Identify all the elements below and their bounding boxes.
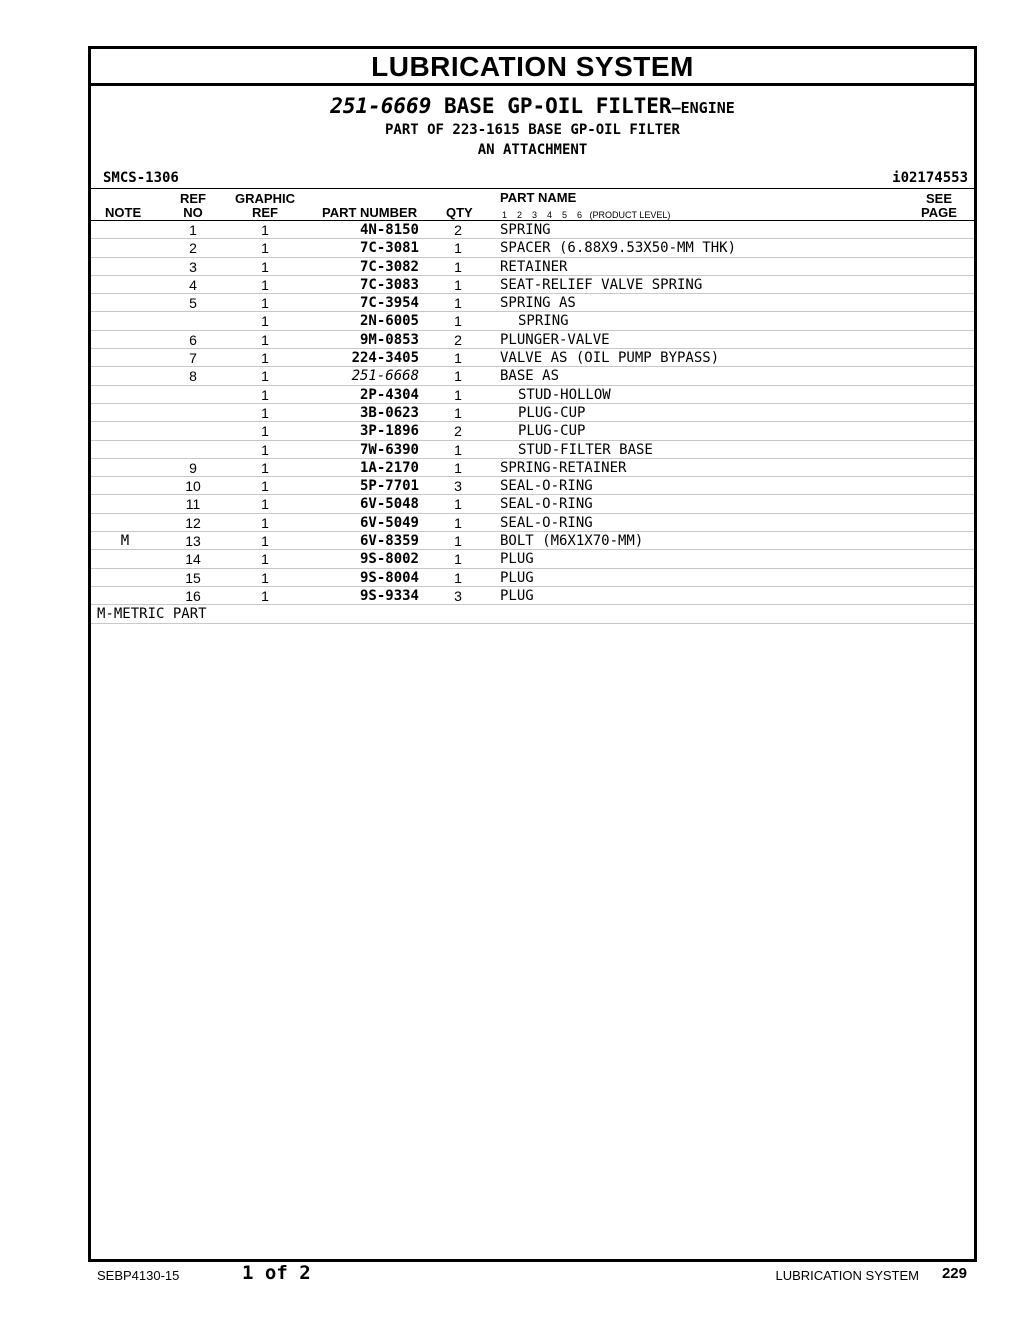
table-header [91, 188, 974, 221]
row-part-number: 7C-3083 [359, 276, 419, 293]
row-qty: 1 [454, 276, 462, 293]
row-ref-no: 11 [185, 496, 201, 513]
row-part-name: PLUG [500, 569, 534, 586]
header-note: NOTE [105, 205, 142, 220]
row-part-number: 1A-2170 [359, 459, 419, 476]
footer-section: LUBRICATION SYSTEM [775, 1268, 919, 1283]
row-part-name: SEAL-O-RING [500, 478, 593, 495]
row-qty: 2 [454, 222, 462, 238]
row-part-number: 4N-8150 [359, 222, 419, 238]
header-graphic-bottom: REF [252, 205, 278, 220]
row-ref-no: 2 [189, 240, 197, 257]
row-part-name: STUD-FILTER BASE [518, 441, 653, 458]
header-see-bottom: PAGE [921, 205, 957, 220]
row-ref-no: 1 [189, 222, 197, 238]
row-qty: 1 [454, 350, 462, 367]
row-graphic-ref: 1 [261, 386, 269, 403]
row-graphic-ref: 1 [261, 569, 269, 586]
row-part-number: 6V-5049 [359, 514, 419, 531]
row-part-number: 224-3405 [351, 350, 419, 367]
table-row [91, 587, 974, 605]
row-qty: 3 [454, 478, 462, 495]
row-part-number: 9S-9334 [359, 587, 419, 604]
row-part-name: PLUNGER-VALVE [500, 331, 610, 348]
row-part-number: 3P-1896 [359, 423, 419, 440]
row-graphic-ref: 1 [261, 295, 269, 312]
page-frame [88, 46, 977, 1262]
row-part-name: SEAL-O-RING [500, 514, 593, 531]
row-ref-no: 13 [185, 533, 201, 550]
row-qty: 1 [454, 240, 462, 257]
row-ref-no: 8 [189, 368, 197, 385]
row-graphic-ref: 1 [261, 459, 269, 476]
table-row [91, 441, 974, 459]
page-number: 229 [941, 1265, 967, 1282]
footnote-row [91, 605, 974, 623]
table-row [91, 258, 974, 276]
table-row [91, 495, 974, 513]
row-part-name: BOLT (M6X1X70-MM) [500, 533, 644, 550]
header-graphic-top: GRAPHIC [235, 191, 295, 206]
group-title [91, 94, 974, 120]
row-graphic-ref: 1 [261, 331, 269, 348]
row-ref-no: 12 [185, 514, 201, 531]
row-graphic-ref: 1 [261, 222, 269, 238]
row-part-number: 9S-8004 [359, 569, 419, 586]
table-row [91, 276, 974, 294]
doc-number: SEBP4130-15 [97, 1268, 180, 1283]
row-qty: 1 [454, 514, 462, 531]
row-ref-no: 5 [189, 295, 197, 312]
table-row [91, 477, 974, 495]
row-part-name: PLUG-CUP [518, 404, 586, 421]
table-row [91, 550, 974, 568]
row-graphic-ref: 1 [261, 404, 269, 421]
row-part-name: SEAT-RELIEF VALVE SPRING [500, 276, 703, 293]
table-row [91, 459, 974, 477]
row-graphic-ref: 1 [261, 496, 269, 513]
table-row [91, 294, 974, 312]
row-qty: 1 [454, 569, 462, 586]
table-row [91, 532, 974, 550]
section-title: LUBRICATION SYSTEM [91, 49, 974, 86]
row-part-number: 6V-5048 [359, 496, 419, 513]
row-part-number: 9M-0853 [359, 331, 419, 348]
row-qty: 1 [454, 533, 462, 550]
row-graphic-ref: 1 [261, 313, 269, 330]
part-of-line: PART OF 223-1615 BASE GP-OIL FILTER [384, 122, 680, 138]
header-see-top: SEE [925, 191, 952, 206]
row-part-name: SPRING [500, 222, 551, 238]
header-qty: QTY [446, 205, 473, 220]
row-graphic-ref: 1 [261, 551, 269, 568]
row-qty: 1 [454, 404, 462, 421]
row-qty: 2 [454, 423, 462, 440]
row-graphic-ref: 1 [261, 258, 269, 275]
row-graphic-ref: 1 [261, 533, 269, 550]
row-qty: 3 [454, 587, 462, 604]
illustration-id: i02174553 [892, 170, 968, 186]
row-graphic-ref: 1 [261, 423, 269, 440]
row-ref-no: 10 [185, 478, 201, 495]
table-row [91, 367, 974, 385]
header-ref-bottom: NO [183, 205, 203, 220]
row-graphic-ref: 1 [261, 240, 269, 257]
row-ref-no: 16 [185, 587, 201, 604]
row-part-name: SPRING AS [500, 295, 576, 312]
row-ref-no: 6 [189, 331, 197, 348]
group-number: 251-6669 [330, 94, 432, 118]
row-part-name: BASE AS [500, 368, 560, 385]
table-row [91, 312, 974, 330]
group-name: BASE GP-OIL FILTER [431, 94, 672, 118]
table-row [91, 569, 974, 587]
table-row [91, 386, 974, 404]
row-part-name: PLUG-CUP [518, 423, 586, 440]
table-row [91, 514, 974, 532]
row-ref-no: 7 [189, 350, 197, 367]
row-part-number: 9S-8002 [359, 551, 419, 568]
row-qty: 1 [454, 459, 462, 476]
row-part-name: SPRING [518, 313, 569, 330]
row-ref-no: 15 [185, 569, 201, 586]
table-row [91, 331, 974, 349]
table-row [91, 239, 974, 257]
row-ref-no: 14 [185, 551, 201, 568]
row-qty: 1 [454, 313, 462, 330]
row-part-number: 5P-7701 [359, 478, 419, 495]
table-row [91, 349, 974, 367]
row-part-number: 6V-8359 [359, 533, 419, 550]
header-part-name: PART NAME [500, 190, 577, 205]
row-note: M [120, 533, 130, 550]
row-graphic-ref: 1 [261, 514, 269, 531]
row-part-number: 7C-3954 [359, 295, 419, 312]
row-qty: 1 [454, 258, 462, 275]
row-qty: 1 [454, 551, 462, 568]
row-part-name: SPACER (6.88X9.53X50-MM THK) [500, 240, 737, 257]
header-part-number: PART NUMBER [322, 205, 418, 220]
smcs-code: SMCS-1306 [103, 170, 179, 186]
row-part-number: 3B-0623 [359, 404, 419, 421]
row-graphic-ref: 1 [261, 276, 269, 293]
row-part-number: 7C-3081 [359, 240, 419, 257]
row-part-number: 251-6668 [351, 368, 419, 385]
row-graphic-ref: 1 [261, 368, 269, 385]
row-qty: 2 [454, 331, 462, 348]
row-part-name: RETAINER [500, 258, 568, 275]
row-part-name: PLUG [500, 587, 534, 604]
page-footer [0, 1262, 1020, 1292]
table-row [91, 422, 974, 440]
table-row [91, 404, 974, 422]
row-ref-no: 9 [189, 459, 197, 476]
row-part-name: VALVE AS (OIL PUMP BYPASS) [500, 350, 720, 367]
row-ref-no: 4 [189, 276, 197, 293]
row-qty: 1 [454, 295, 462, 312]
row-graphic-ref: 1 [261, 350, 269, 367]
row-part-name: SPRING-RETAINER [500, 459, 627, 476]
row-qty: 1 [454, 386, 462, 403]
row-part-number: 2N-6005 [359, 313, 419, 330]
row-part-name: PLUG [500, 551, 534, 568]
id-row [91, 166, 974, 188]
row-part-number: 7W-6390 [359, 441, 419, 458]
row-part-number: 2P-4304 [359, 386, 419, 403]
row-part-number: 7C-3082 [359, 258, 419, 275]
table-row [91, 221, 974, 239]
row-part-name: SEAL-O-RING [500, 496, 593, 513]
footnote: M-METRIC PART [97, 606, 207, 623]
row-graphic-ref: 1 [261, 478, 269, 495]
row-part-name: STUD-HOLLOW [518, 386, 611, 403]
row-qty: 1 [454, 368, 462, 385]
parts-table [91, 221, 974, 605]
row-graphic-ref: 1 [261, 587, 269, 604]
group-suffix: —ENGINE [671, 99, 735, 117]
header-product-level: 1 2 3 4 5 6 (PRODUCT LEVEL) [502, 210, 671, 220]
header-ref-top: REF [180, 191, 206, 206]
row-qty: 1 [454, 441, 462, 458]
row-qty: 1 [454, 496, 462, 513]
row-ref-no: 3 [189, 258, 197, 275]
attachment-line: AN ATTACHMENT [477, 142, 588, 158]
page-of: 1 of 2 [242, 1262, 311, 1284]
row-graphic-ref: 1 [261, 441, 269, 458]
